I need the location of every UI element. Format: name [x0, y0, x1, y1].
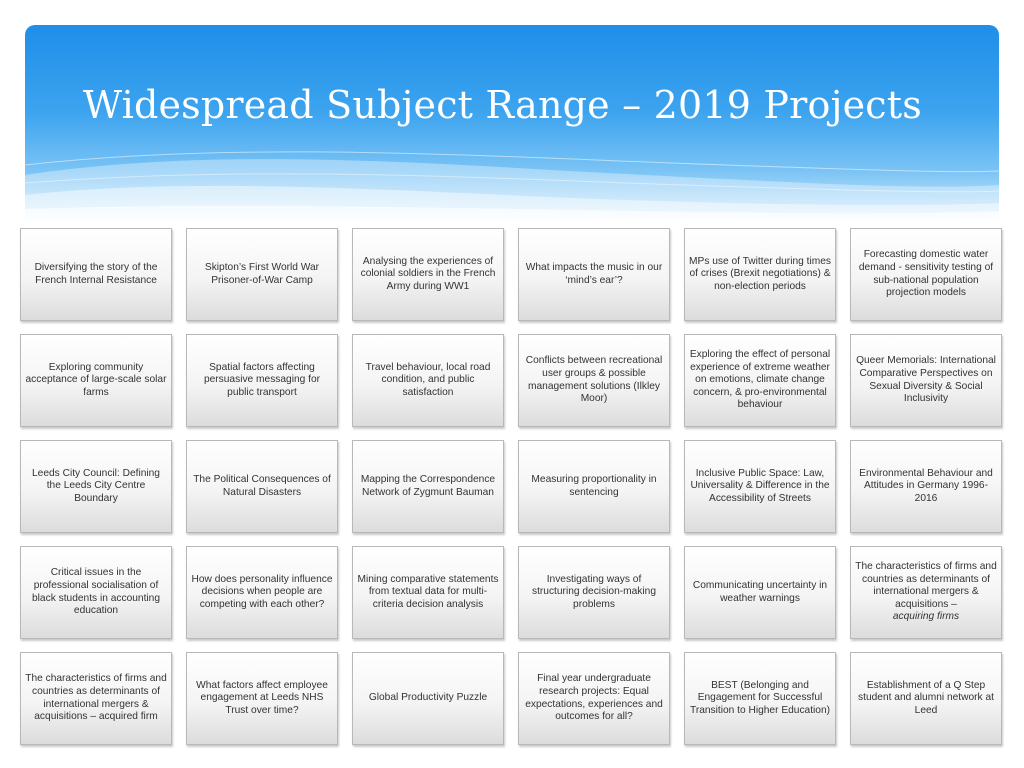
project-card[interactable] — [684, 546, 836, 639]
project-card-text — [522, 262, 666, 287]
project-card-text — [854, 249, 998, 299]
project-card[interactable] — [20, 546, 172, 639]
project-card-text — [24, 673, 168, 723]
project-title: Investigating ways of structuring decision-making problems — [531, 573, 656, 610]
project-title: The characteristics of firms and countries as determinants of international mergers & acquisitions – — [855, 561, 997, 610]
project-title: Leeds City Council: Defining the Leeds City Centre Boundary — [32, 467, 160, 504]
project-card-text — [24, 468, 168, 506]
project-title: Exploring the effect of personal experience of extreme weather on emotions, climate change concern, & pro-environmental behaviour — [689, 349, 831, 411]
project-card[interactable] — [684, 652, 836, 745]
project-title: Queer Memorials: International Comparative Perspectives on Sexual Diversity & Social Inclusivity — [856, 355, 996, 405]
project-card-text — [356, 474, 500, 499]
project-card[interactable] — [20, 440, 172, 533]
project-title: MPs use of Twitter during times of crises (Brexit negotiations) & non-election periods — [689, 255, 831, 292]
project-card-text — [688, 580, 832, 605]
project-title: The characteristics of firms and countries as determinants of international mergers & acquisitions – acquired firm — [25, 673, 167, 723]
project-card-text — [854, 355, 998, 405]
project-card-text — [190, 362, 334, 400]
project-title: Skipton’s First World War Prisoner-of-War Camp — [204, 261, 320, 286]
project-title: Final year undergraduate research projects: Equal expectations, experiences and outcomes for all? — [525, 673, 663, 723]
project-card-text — [190, 262, 334, 287]
project-card[interactable] — [684, 334, 836, 427]
project-title: Analysing the experiences of colonial soldiers in the French Army during WW1 — [360, 255, 496, 292]
project-title: Travel behaviour, local road condition, and public satisfaction — [365, 361, 491, 398]
project-card-text — [356, 574, 500, 612]
project-card-text — [369, 692, 487, 705]
project-card[interactable] — [20, 334, 172, 427]
project-title: Mining comparative statements from textual data for multi-criteria decision analysis — [357, 573, 499, 610]
project-card[interactable] — [352, 546, 504, 639]
project-card-text — [190, 474, 334, 499]
project-card-text — [854, 468, 998, 506]
project-title: Conflicts between recreational user groups & possible management solutions (Ilkley Moor) — [525, 355, 663, 405]
project-card-text — [24, 362, 168, 400]
project-card[interactable] — [684, 228, 836, 321]
project-card[interactable] — [518, 652, 670, 745]
project-card[interactable] — [186, 228, 338, 321]
project-card[interactable] — [20, 652, 172, 745]
project-card[interactable] — [352, 228, 504, 321]
project-card-text — [854, 561, 998, 624]
project-title: What factors affect employee engagement at Leeds NHS Trust over time? — [196, 679, 328, 716]
project-card[interactable] — [850, 228, 1002, 321]
project-title: Forecasting domestic water demand - sensitivity testing of sub-national population projection models — [858, 249, 994, 299]
project-card[interactable] — [850, 652, 1002, 745]
project-card[interactable] — [186, 334, 338, 427]
project-card-text — [688, 468, 832, 506]
project-card-text — [688, 256, 832, 294]
project-card[interactable] — [850, 546, 1002, 639]
project-card[interactable] — [518, 546, 670, 639]
project-card[interactable] — [518, 334, 670, 427]
project-grid — [20, 228, 1008, 745]
project-title: Establishment of a Q Step student and alumni network at Leed — [858, 679, 994, 716]
project-card-text — [522, 673, 666, 723]
slide-title: Widespread Subject Range – 2019 Projects — [83, 83, 922, 127]
project-title: How does personality influence decisions when people are competing with each other? — [191, 573, 333, 610]
project-card-text — [190, 574, 334, 612]
project-card-text — [190, 680, 334, 718]
project-card[interactable] — [352, 652, 504, 745]
project-card[interactable] — [352, 334, 504, 427]
project-card[interactable] — [850, 334, 1002, 427]
project-title: Inclusive Public Space: Law, Universality & Difference in the Accessibility of Streets — [690, 467, 830, 504]
project-card-text — [522, 355, 666, 405]
project-card-text — [688, 680, 832, 718]
project-card[interactable] — [186, 652, 338, 745]
title-banner — [25, 25, 999, 221]
project-card[interactable] — [850, 440, 1002, 533]
project-title: The Political Consequences of Natural Disasters — [193, 473, 331, 498]
project-title: Mapping the Correspondence Network of Zygmunt Bauman — [360, 473, 496, 498]
project-title: Environmental Behaviour and Attitudes in Germany 1996-2016 — [859, 467, 993, 504]
project-card-text — [688, 349, 832, 412]
project-card-text — [356, 256, 500, 294]
project-title: Exploring community acceptance of large-scale solar farms — [25, 361, 167, 398]
project-card[interactable] — [518, 228, 670, 321]
project-card[interactable] — [518, 440, 670, 533]
project-card[interactable] — [684, 440, 836, 533]
project-card-text — [24, 262, 168, 287]
project-card-text — [24, 567, 168, 617]
project-card-text — [356, 362, 500, 400]
project-title: BEST (Belonging and Engagement for Successful Transition to Higher Education) — [689, 679, 831, 716]
project-card-text — [522, 574, 666, 612]
project-card[interactable] — [20, 228, 172, 321]
project-card[interactable] — [186, 546, 338, 639]
project-title: Global Productivity Puzzle — [368, 692, 488, 704]
project-title: Measuring proportionality in sentencing — [531, 473, 657, 498]
project-title: Critical issues in the professional socialisation of black students in accounting education — [32, 567, 160, 617]
project-title: Diversifying the story of the French Internal Resistance — [34, 261, 158, 286]
project-title-italic: acquiring firms — [892, 611, 960, 623]
project-card[interactable] — [186, 440, 338, 533]
project-card-text — [854, 680, 998, 718]
project-title: Communicating uncertainty in weather warnings — [692, 579, 828, 604]
project-title: Spatial factors affecting persuasive messaging for public transport — [203, 361, 321, 398]
project-card[interactable] — [352, 440, 504, 533]
project-title: What impacts the music in our ‘mind’s ear’? — [525, 261, 663, 286]
project-card-text — [522, 474, 666, 499]
